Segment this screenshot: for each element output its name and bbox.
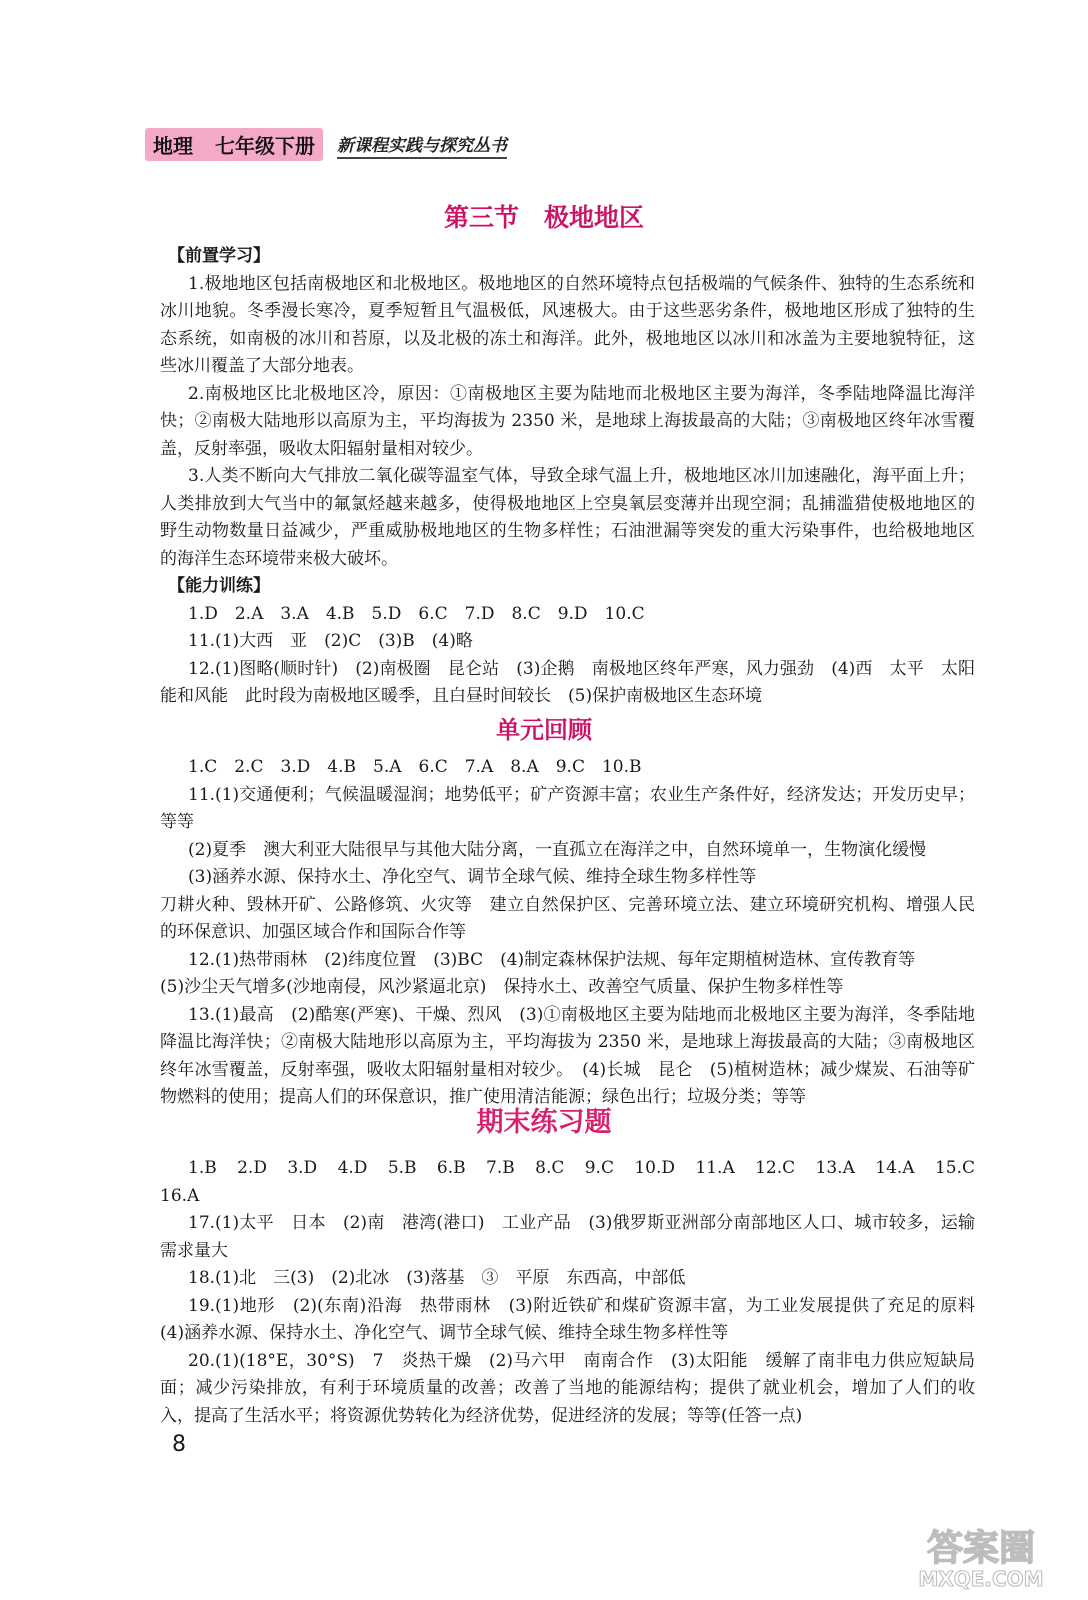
watermark-logo (896, 1520, 1066, 1592)
watermark-text: 答案圈 (926, 1528, 1036, 1569)
answer-line: 19.(1)地形 (2)(东南)沿海 热带雨林 (3)附近铁矿和煤矿资源丰富，为工业发展提供了充足的原料 (4)涵养水源、保持水土、净化空气、调节全球气候、维持全球生物多样性等 (160, 1295, 992, 1343)
section-final-exercises-content (160, 1155, 992, 1430)
answer-line: 11.(1)大西 亚 (2)C (3)B (4)略 (188, 631, 473, 651)
answer-line: 18.(1)北 三(3) (2)北冰 (3)落基 ③ 平原 东西高，中部低 (188, 1268, 686, 1288)
answer-line: 1.C 2.C 3.D 4.B 5.A 6.C 7.A 8.A 9.C 10.B (188, 757, 642, 777)
series-title: 新课程实践与探究丛书 (337, 131, 507, 159)
grade-label: 七年级下册 (215, 134, 315, 158)
answer-line: 1.D 2.A 3.A 4.B 5.D 6.C 7.D 8.C 9.D 10.C (188, 603, 645, 624)
running-header (145, 128, 507, 161)
section-unit-review-content (160, 754, 975, 1112)
answer-line: 12.(1)图略(顺时针) (2)南极圈 昆仑站 (3)企鹅 南极地区终年严寒，风力强劲 (4)西 太平 太阳能和风能 此时段为南极地区暖季，且白昼时间较长 (5)保护南极地区生态环境 (160, 658, 975, 706)
label-ability-training: 【能力训练】 (168, 576, 270, 596)
answer-line: 12.(1)热带雨林 (2)纬度位置 (3)BC (4)制定森林保护法规、每年定期植树造林、宣传教育等 (188, 949, 916, 970)
answer-line: 20.(1)(18°E，30°S) 7 炎热干燥 (2)马六甲 南南合作 (3)太阳能 缓解了南非电力供应短缺局面；减少污染排放，有利于环境质量的改善；改善了当地的能源结构；提供了就业机会，增加了人们的收入，提高了生活水平；将资源优势转化为经济优势，促进经济的发展；等等(任答一点) (160, 1350, 975, 1426)
section-polar-content (160, 243, 975, 711)
section-title-polar: 第三节 极地地区 (443, 203, 644, 232)
answer-line: 17.(1)太平 日本 (2)南 港湾(港口) 工业产品 (3)俄罗斯亚洲部分南部地区人口、城市较多，运输需求量大 (160, 1213, 975, 1261)
section-title-final-exercises: 期末练习题 (476, 1107, 612, 1138)
answer-line: 1.B 2.D 3.D 4.D 5.B 6.B 7.B 8.C 9.C 10.D 11.A 12.C 13.A 14.A 15.C 16.A (160, 1158, 992, 1206)
watermark-url: MXQE.COM (918, 1567, 1044, 1591)
answer-line: (3)涵养水源、保持水土、净化空气、调节全球气候、维持全球生物多样性等 (188, 867, 757, 887)
answer-line: 刀耕火种、毁林开矿、公路修筑、火灾等 建立自然保护区、完善环境立法、建立环境研究机构、增强人民的环保意识、加强区域合作和国际合作等 (160, 894, 975, 942)
answer-line: 13.(1)最高 (2)酷寒(严寒)、干燥、烈风 (3)①南极地区主要为陆地而北极地区主要为海洋，冬季陆地降温比海洋快；②南极大陆地形以高原为主，平均海拔为 2350 米，是地球上海拔最高的大陆；③南极地区终年冰雪覆盖，反射率强，吸收太阳辐射量相对较少。 (4)长城 昆仑 (5)植树造林；减少煤炭、石油等矿物燃料的使用；提高人们的环保意识，推广使用清洁能源；绿色出行；垃圾分类；等等 (160, 1004, 975, 1107)
answer-line: 11.(1)交通便利；气候温暖湿润；地势低平；矿产资源丰富；农业生产条件好，经济发达；开发历史早；等等 (160, 784, 975, 832)
answer-paragraph: 2.南极地区比北极地区冷，原因：①南极地区主要为陆地而北极地区主要为海洋，冬季陆地降温比海洋快；②南极大陆地形以高原为主，平均海拔为 2350 米，是地球上海拔最高的大陆；③南极地区终年冰雪覆盖，反射率强，吸收太阳辐射量相对较少。 (160, 383, 975, 459)
subject-label: 地理 (153, 134, 193, 158)
subject-grade-tag (145, 128, 323, 161)
label-pre-study: 【前置学习】 (168, 246, 270, 266)
answer-line: (2)夏季 澳大利亚大陆很早与其他大陆分离，一直孤立在海洋之中，自然环境单一，生物演化缓慢 (188, 839, 927, 860)
section-title-unit-review: 单元回顾 (496, 716, 592, 744)
answer-line: (5)沙尘天气增多(沙地南侵，风沙紧逼北京) 保持水土、改善空气质量、保护生物多样性等 (160, 977, 844, 997)
answer-paragraph: 3.人类不断向大气排放二氧化碳等温室气体，导致全球气温上升，极地地区冰川加速融化，海平面上升；人类排放到大气当中的氟氯烃越来越多，使得极地地区上空臭氧层变薄并出现空洞；乱捕滥猎使极地地区的野生动物数量日益减少，严重威胁极地地区的生物多样性；石油泄漏等突发的重大污染事件，也给极地地区的海洋生态环境带来极大破坏。 (160, 466, 975, 569)
page-number: 8 (172, 1432, 186, 1457)
answer-paragraph: 1.极地地区包括南极地区和北极地区。极地地区的自然环境特点包括极端的气候条件、独特的生态系统和冰川地貌。冬季漫长寒冷，夏季短暂且气温极低，风速极大。由于这些恶劣条件，极地地区形成了独特的生态系统，如南极的冰川和苔原，以及北极的冻土和海洋。此外，极地地区以冰川和冰盖为主要地貌特征，这些冰川覆盖了大部分地表。 (160, 273, 975, 376)
